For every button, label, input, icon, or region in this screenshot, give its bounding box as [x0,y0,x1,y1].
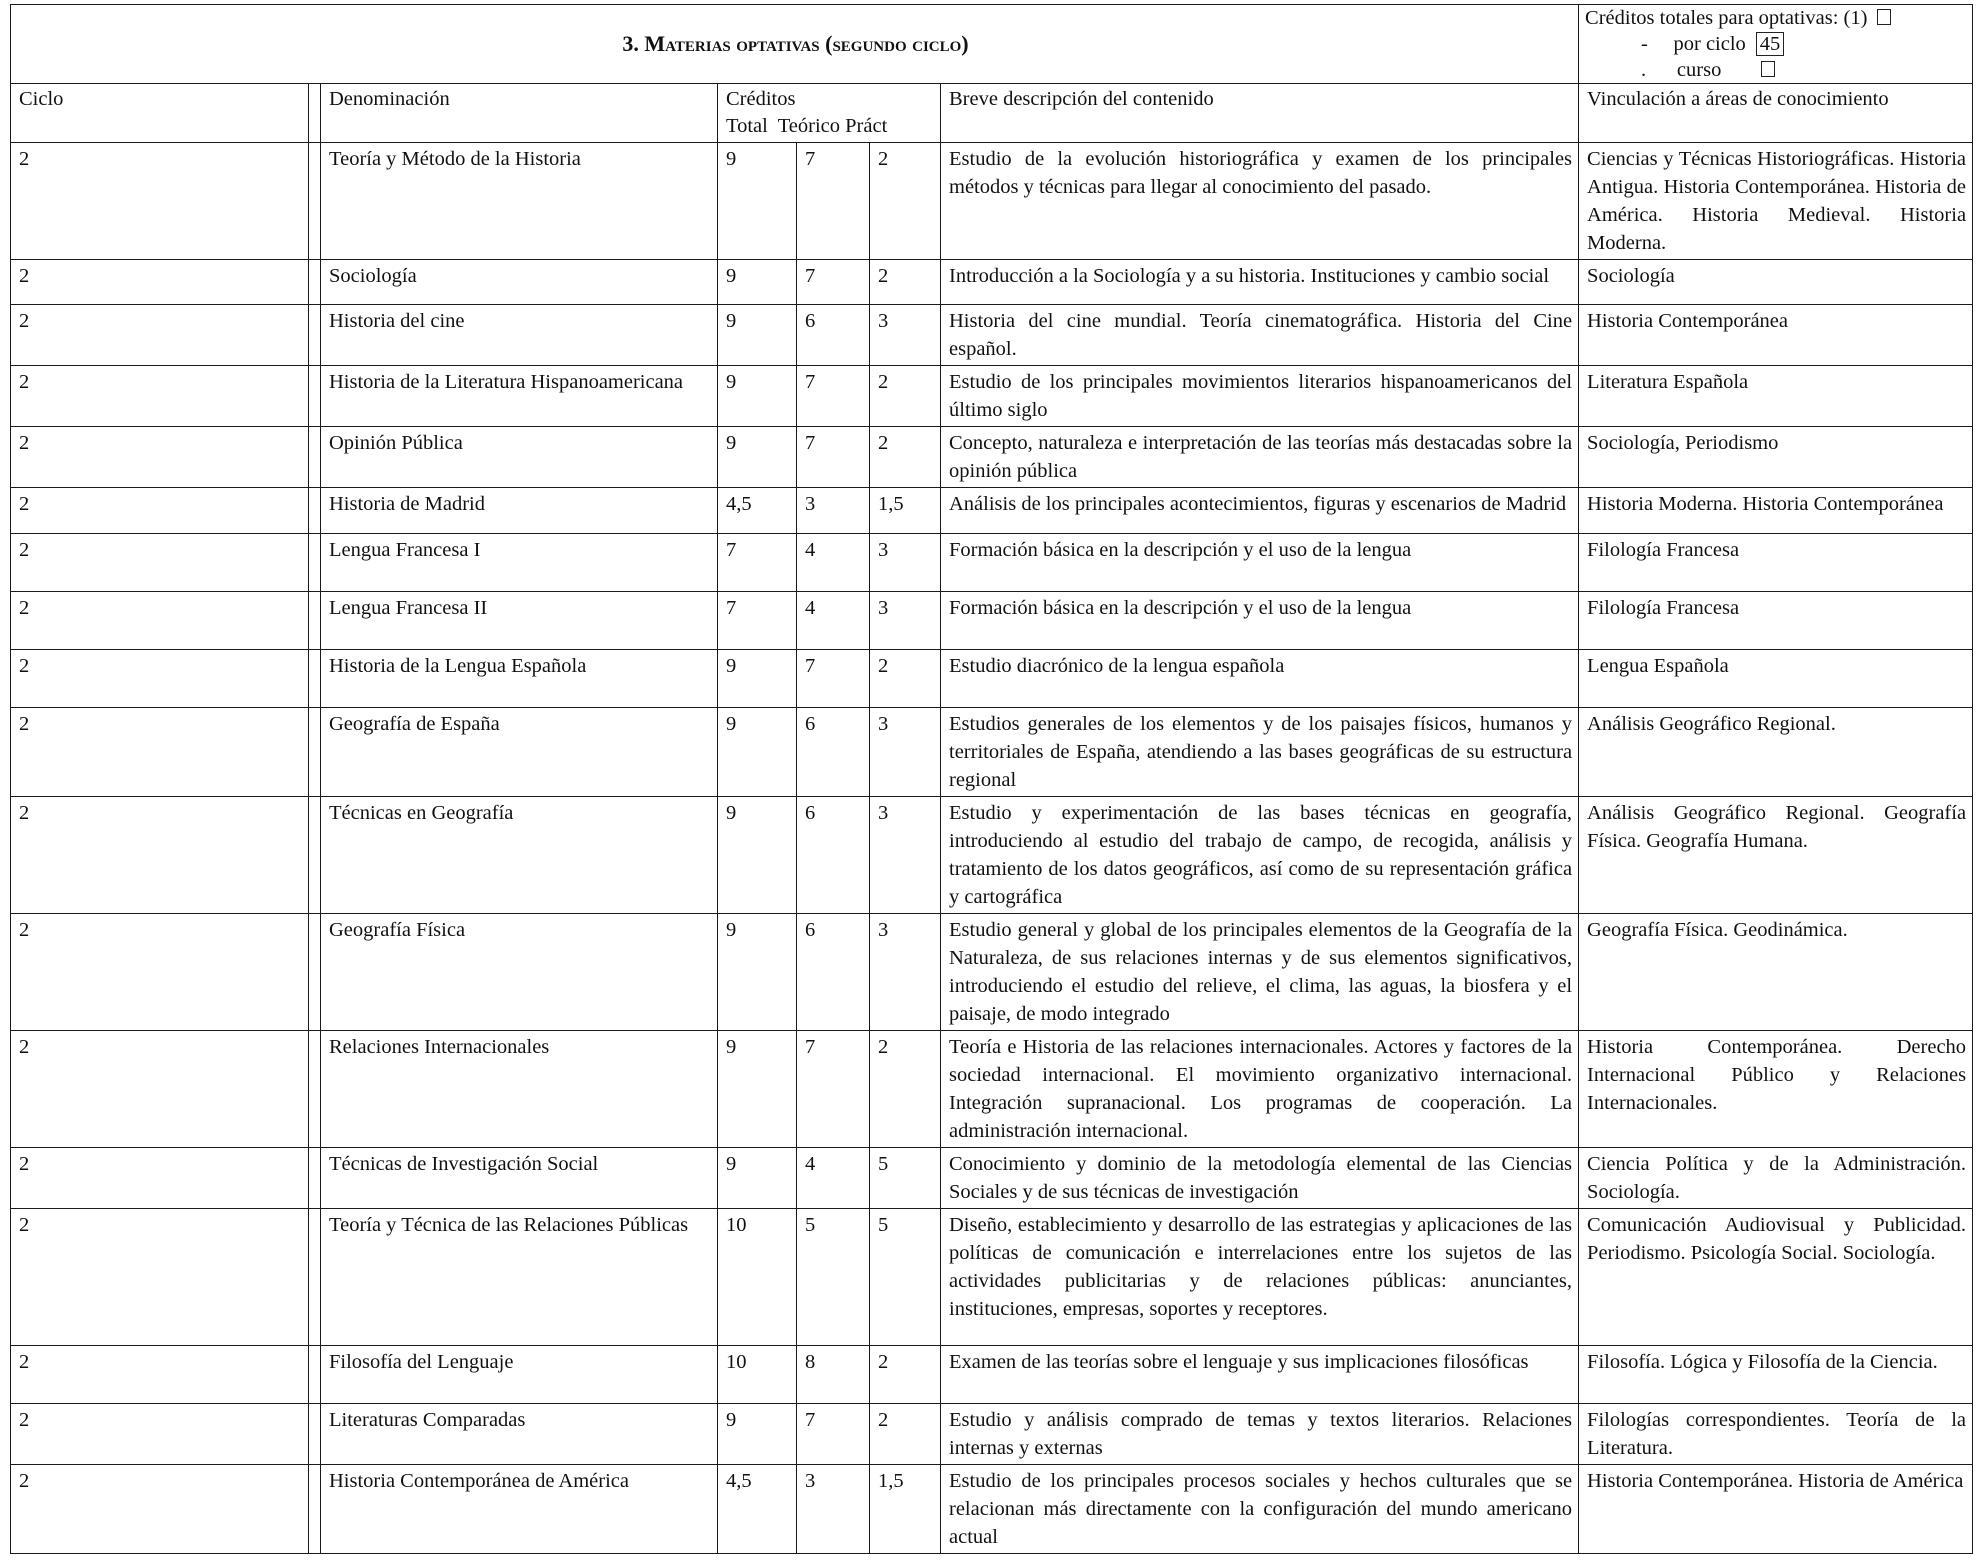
cell-total: 9 [718,143,797,260]
cell-vinculacion: Análisis Geográfico Regional. Geografía Física. Geografía Humana. [1579,797,1973,914]
cell-gap [309,1346,321,1404]
cell-total: 4,5 [718,488,797,534]
cell-denominacion: Lengua Francesa I [321,534,718,592]
cell-total: 9 [718,260,797,305]
cell-gap [309,305,321,366]
cell-ciclo: 2 [11,427,309,488]
cell-gap [309,488,321,534]
table-row [11,797,1973,914]
cell-gap [309,1404,321,1465]
optional-subjects-table [10,4,1973,1554]
cell-practico: 3 [870,534,941,592]
cell-descripcion: Conocimiento y dominio de la metodología elemental de las Ciencias Sociales y de sus técnicas de investigación [941,1148,1579,1209]
cell-vinculacion: Sociología, Periodismo [1579,427,1973,488]
cell-teorico: 4 [797,534,870,592]
cell-practico: 3 [870,797,941,914]
credits-course-label: curso [1676,59,1722,81]
cell-teorico: 6 [797,914,870,1031]
cell-teorico: 4 [797,1148,870,1209]
cell-descripcion: Diseño, establecimiento y desarrollo de las estrategias y aplicaciones de las políticas de comunicación e interrelaciones entre los sujetos de las actividades publicitarias y de relaciones públicas: anunciantes, instituciones, empresas, soportes y receptores. [941,1209,1579,1346]
cell-teorico: 3 [797,488,870,534]
cell-ciclo: 2 [11,1148,309,1209]
credits-course-checkbox [1761,61,1775,77]
cell-ciclo: 2 [11,305,309,366]
table-row [11,534,1973,592]
cell-ciclo: 2 [11,1404,309,1465]
cell-denominacion: Historia Contemporánea de América [321,1465,718,1554]
header-creditos [718,84,941,143]
cell-vinculacion: Literatura Española [1579,366,1973,427]
table-row [11,1465,1973,1554]
cell-descripcion: Examen de las teorías sobre el lenguaje y sus implicaciones filosóficas [941,1346,1579,1404]
cell-teorico: 3 [797,1465,870,1554]
cell-total: 9 [718,366,797,427]
column-header-row [11,84,1973,143]
cell-practico: 3 [870,914,941,1031]
table-row [11,305,1973,366]
credits-course-dot: . [1641,59,1647,81]
cell-ciclo: 2 [11,1209,309,1346]
cell-vinculacion: Historia Contemporánea [1579,305,1973,366]
table-row [11,427,1973,488]
cell-denominacion: Filosofía del Lenguaje [321,1346,718,1404]
cell-denominacion: Técnicas de Investigación Social [321,1148,718,1209]
cell-ciclo: 2 [11,1465,309,1554]
credits-cycle-dash: - [1641,33,1648,55]
cell-practico: 3 [870,592,941,650]
cell-gap [309,427,321,488]
cell-ciclo: 2 [11,143,309,260]
cell-gap [309,143,321,260]
cell-total: 9 [718,708,797,797]
cell-practico: 2 [870,260,941,305]
cell-gap [309,592,321,650]
title-row [11,5,1973,84]
cell-vinculacion: Filología Francesa [1579,534,1973,592]
cell-descripcion: Concepto, naturaleza e interpretación de las teorías más destacadas sobre la opinión pública [941,427,1579,488]
cell-vinculacion: Lengua Española [1579,650,1973,708]
cell-vinculacion: Análisis Geográfico Regional. [1579,708,1973,797]
cell-gap [309,1465,321,1554]
cell-practico: 5 [870,1148,941,1209]
cell-denominacion: Teoría y Método de la Historia [321,143,718,260]
cell-denominacion: Técnicas en Geografía [321,797,718,914]
cell-teorico: 5 [797,1209,870,1346]
cell-descripcion: Estudio de los principales procesos sociales y hechos culturales que se relacionan más directamente con la configuración del mundo americano actual [941,1465,1579,1554]
cell-total: 7 [718,592,797,650]
cell-descripcion: Estudio y experimentación de las bases técnicas en geografía, introduciendo al estudio del trabajo de campo, de recogida, análisis y tratamiento de los datos geográficos, así como de su representación gráfica y cartográfica [941,797,1579,914]
cell-gap [309,260,321,305]
credits-total-label: Créditos totales para optativas: (1) [1585,7,1868,29]
table-row [11,914,1973,1031]
cell-teorico: 8 [797,1346,870,1404]
table-row [11,260,1973,305]
cell-total: 7 [718,534,797,592]
cell-ciclo: 2 [11,366,309,427]
cell-denominacion: Opinión Pública [321,427,718,488]
cell-descripcion: Estudios generales de los elementos y de los paisajes físicos, humanos y territoriales de España, atendiendo a las bases geográficas de su estructura regional [941,708,1579,797]
cell-total: 9 [718,1031,797,1148]
cell-ciclo: 2 [11,650,309,708]
header-denominacion: Denominación [321,84,718,143]
cell-gap [309,797,321,914]
cell-descripcion: Análisis de los principales acontecimientos, figuras y escenarios de Madrid [941,488,1579,534]
cell-ciclo: 2 [11,592,309,650]
cell-practico: 3 [870,708,941,797]
cell-vinculacion: Ciencias y Técnicas Historiográficas. Historia Antigua. Historia Contemporánea. Historia de América. Historia Medieval. Historia Moderna. [1579,143,1973,260]
cell-total: 10 [718,1209,797,1346]
cell-total: 4,5 [718,1465,797,1554]
cell-practico: 3 [870,305,941,366]
cell-total: 9 [718,1148,797,1209]
cell-descripcion: Formación básica en la descripción y el uso de la lengua [941,592,1579,650]
table-row [11,1209,1973,1346]
cell-teorico: 7 [797,260,870,305]
cell-vinculacion: Filologías correspondientes. Teoría de la Literatura. [1579,1404,1973,1465]
credits-course-line [1585,57,1966,83]
cell-gap [309,1148,321,1209]
credits-total-checkbox [1877,9,1891,25]
cell-descripcion: Estudio general y global de los principales elementos de la Geografía de la Naturaleza, de sus relaciones internas y de sus elementos significativos, introduciendo el estudio del relieve, el clima, las aguas, la biosfera y el paisaje, de modo integrado [941,914,1579,1031]
cell-descripcion: Estudio diacrónico de la lengua española [941,650,1579,708]
document-page [10,4,1972,1554]
table-row [11,366,1973,427]
cell-total: 9 [718,650,797,708]
cell-teorico: 6 [797,708,870,797]
cell-teorico: 6 [797,305,870,366]
cell-gap [309,1031,321,1148]
cell-ciclo: 2 [11,260,309,305]
cell-denominacion: Geografía de España [321,708,718,797]
cell-vinculacion: Ciencia Política y de la Administración. Sociología. [1579,1148,1973,1209]
section-title-text: 3. Materias optativas (segundo ciclo) [622,31,969,56]
cell-total: 9 [718,914,797,1031]
cell-gap [309,708,321,797]
table-row [11,592,1973,650]
cell-denominacion: Relaciones Internacionales [321,1031,718,1148]
cell-denominacion: Historia del cine [321,305,718,366]
cell-gap [309,366,321,427]
header-creditos-label: Créditos [726,88,796,110]
cell-descripcion: Estudio de los principales movimientos literarios hispanoamericanos del último siglo [941,366,1579,427]
header-descripcion: Breve descripción del contenido [941,84,1579,143]
cell-vinculacion: Historia Moderna. Historia Contemporánea [1579,488,1973,534]
cell-practico: 2 [870,143,941,260]
credits-summary-box [1579,5,1973,84]
cell-practico: 2 [870,427,941,488]
cell-teorico: 7 [797,143,870,260]
cell-teorico: 7 [797,1031,870,1148]
cell-denominacion: Literaturas Comparadas [321,1404,718,1465]
section-title [11,5,1579,84]
cell-total: 9 [718,1404,797,1465]
credits-cycle-line [1585,31,1966,57]
header-gap [309,84,321,143]
cell-ciclo: 2 [11,914,309,1031]
cell-denominacion: Historia de la Lengua Española [321,650,718,708]
table-row [11,650,1973,708]
cell-practico: 1,5 [870,488,941,534]
cell-total: 9 [718,305,797,366]
table-row [11,1031,1973,1148]
cell-total: 10 [718,1346,797,1404]
table-row [11,1346,1973,1404]
cell-practico: 5 [870,1209,941,1346]
table-row [11,143,1973,260]
cell-ciclo: 2 [11,708,309,797]
cell-gap [309,650,321,708]
cell-vinculacion: Historia Contemporánea. Derecho Internacional Público y Relaciones Internacionales. [1579,1031,1973,1148]
cell-practico: 2 [870,1346,941,1404]
cell-gap [309,534,321,592]
cell-practico: 2 [870,1404,941,1465]
cell-vinculacion: Geografía Física. Geodinámica. [1579,914,1973,1031]
table-row [11,1148,1973,1209]
cell-vinculacion: Filosofía. Lógica y Filosofía de la Ciencia. [1579,1346,1973,1404]
cell-denominacion: Teoría y Técnica de las Relaciones Públicas [321,1209,718,1346]
header-creditos-sublabel: Total Teórico Práct [726,115,888,137]
cell-descripcion: Introducción a la Sociología y a su historia. Instituciones y cambio social [941,260,1579,305]
cell-descripcion: Teoría e Historia de las relaciones internacionales. Actores y factores de la sociedad internacional. El movimiento organizativo internacional. Integración supranacional. Los programas de cooperación. La administración internacional. [941,1031,1579,1148]
table-row [11,1404,1973,1465]
cell-total: 9 [718,797,797,914]
table-row [11,488,1973,534]
cell-denominacion: Historia de la Literatura Hispanoamericana [321,366,718,427]
cell-denominacion: Geografía Física [321,914,718,1031]
cell-descripcion: Estudio y análisis comprado de temas y textos literarios. Relaciones internas y externas [941,1404,1579,1465]
cell-teorico: 7 [797,1404,870,1465]
cell-ciclo: 2 [11,797,309,914]
cell-teorico: 7 [797,650,870,708]
table-row [11,708,1973,797]
cell-descripcion: Estudio de la evolución historiográfica y examen de los principales métodos y técnicas para llegar al conocimiento del pasado. [941,143,1579,260]
cell-vinculacion: Sociología [1579,260,1973,305]
cell-teorico: 7 [797,427,870,488]
cell-denominacion: Sociología [321,260,718,305]
credits-total-line [1585,5,1966,31]
cell-gap [309,914,321,1031]
cell-descripcion: Historia del cine mundial. Teoría cinematográfica. Historia del Cine español. [941,305,1579,366]
cell-descripcion: Formación básica en la descripción y el uso de la lengua [941,534,1579,592]
cell-ciclo: 2 [11,488,309,534]
cell-teorico: 7 [797,366,870,427]
cell-denominacion: Historia de Madrid [321,488,718,534]
cell-practico: 2 [870,1031,941,1148]
cell-gap [309,1209,321,1346]
cell-ciclo: 2 [11,1031,309,1148]
cell-practico: 2 [870,366,941,427]
cell-total: 9 [718,427,797,488]
cell-teorico: 6 [797,797,870,914]
cell-ciclo: 2 [11,1346,309,1404]
cell-practico: 1,5 [870,1465,941,1554]
header-vinculacion: Vinculación a áreas de conocimiento [1579,84,1973,143]
cell-teorico: 4 [797,592,870,650]
cell-vinculacion: Comunicación Audiovisual y Publicidad. Periodismo. Psicología Social. Sociología. [1579,1209,1973,1346]
cell-practico: 2 [870,650,941,708]
credits-cycle-value: 45 [1756,32,1785,56]
cell-ciclo: 2 [11,534,309,592]
header-ciclo: Ciclo [11,84,309,143]
credits-cycle-label: por ciclo [1673,33,1746,55]
cell-vinculacion: Historia Contemporánea. Historia de América [1579,1465,1973,1554]
cell-denominacion: Lengua Francesa II [321,592,718,650]
cell-vinculacion: Filología Francesa [1579,592,1973,650]
